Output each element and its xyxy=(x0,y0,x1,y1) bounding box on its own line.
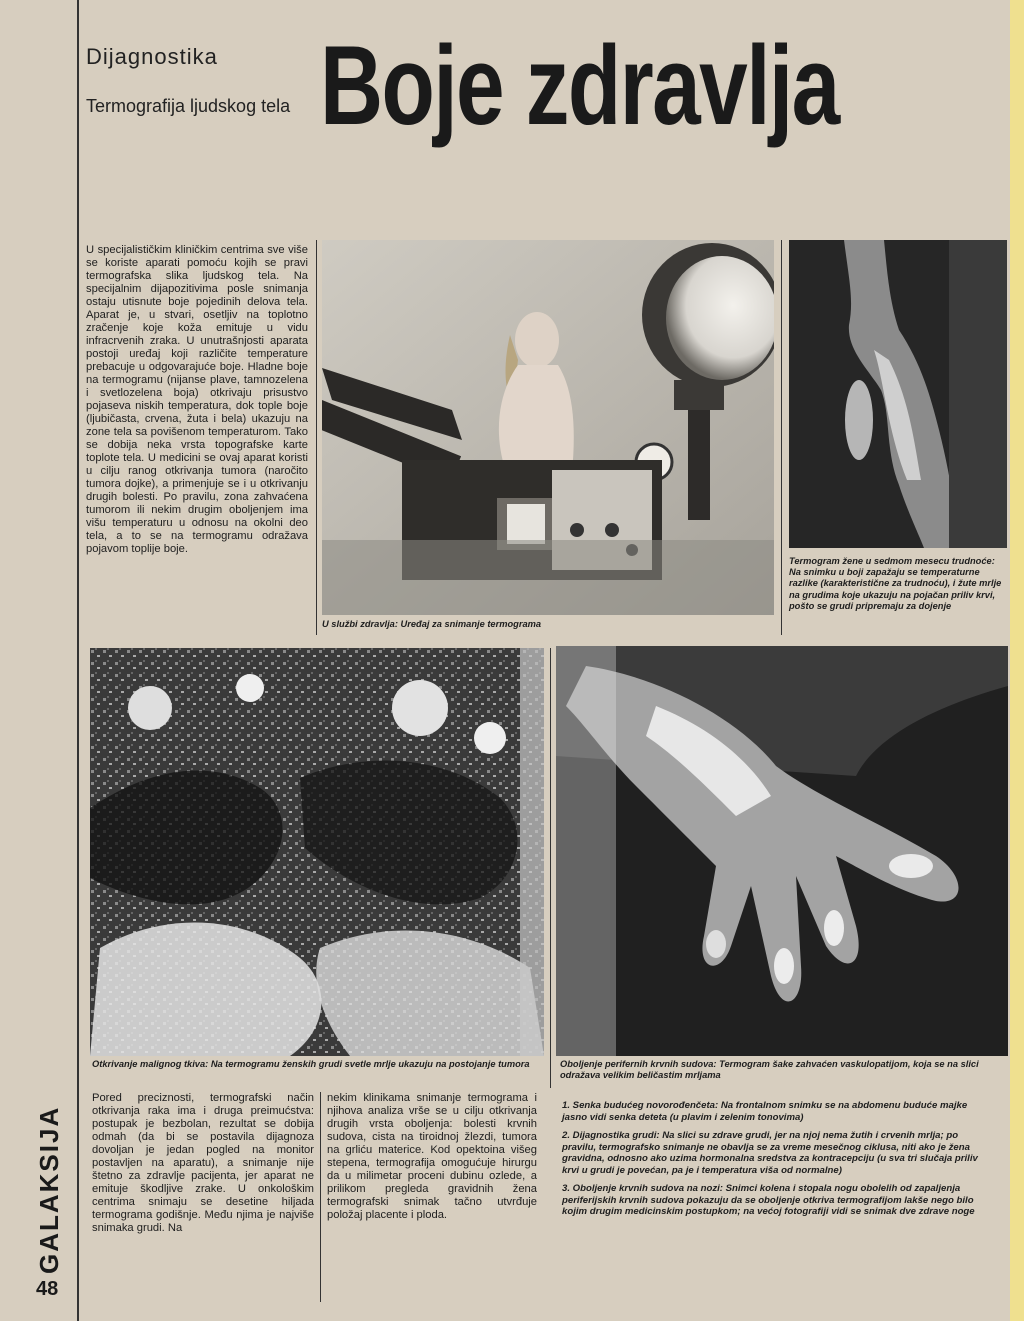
column-rule-2 xyxy=(781,240,782,635)
page-edge xyxy=(1010,0,1024,1321)
note-1: 1. Senka budućeg novorođenčeta: Na frontalnom snimku se na abdomenu buduće majke jasno vidi senka deteta (u plavim i zelenim tonovima) xyxy=(562,1100,968,1123)
pregnancy-caption: Termogram žene u sedmom mesecu trudnoće: Na snimku u boji zapažaju se temperaturne razlike (karakteristične za trudnoću), i žute mrlje na grudima koje ukazuju na pojačan priliv krvi, pošto se grudi pripremaju za dojenje xyxy=(789,556,1002,611)
column-rule xyxy=(316,240,317,635)
hand-caption: Oboljenje perifernih krvnih sudova: Termogram šake zahvaćen vaskulopatijom, koja se na slici odražava velikim beličastim mrljama xyxy=(560,1059,979,1081)
numbered-notes xyxy=(562,1100,986,1225)
body-column-1: Pored preciznosti, termografski način otkrivanja raka ima i druga preimućstva: postupak je bezbolan, rezultat se dobija odmah (da bi se postavila dijagnoza dovoljan je jedan pogled na monitor postavljen na aparatu), a snimanje nije štetno za zdravlje pacijenta, jer aparat ne emituje škodljive zrake. U onkološkim centrima snimaju se desetine hiljada termograma godišnje. Među njima je najviše snimaka grudi. Na xyxy=(92,1092,314,1234)
pregnancy-thermogram-illustration xyxy=(789,240,1007,548)
body-column-2: nekim klinikama snimanje termograma i njihova analiza vrše se u cilju otkrivanja drugih vrsta oboljenja: bolesti krvnih sudova, cista na tiroidnoj žlezdi, tumora na grliću materice. Kod opektoina višeg stepena, termografija omogućuje hirurgu da u milimetar proceni dubinu ozlede, a prilikom pregleda gravidnih žena termografski snimak tačno utvrđuje položaj placente i ploda. xyxy=(327,1092,537,1221)
column-rule-3 xyxy=(550,648,551,1088)
hand-thermogram xyxy=(556,646,1008,1056)
pregnancy-thermogram xyxy=(789,240,1007,548)
tumor-thermogram xyxy=(90,648,544,1056)
device-caption: U službi zdravlja: Uređaj za snimanje termograma xyxy=(322,619,542,629)
note-3: 3. Oboljenje krvnih sudova na nozi: Snimci kolena i stopala nogu obolelih od zapaljenja periferijskih krvnih sudova pokazuju da se oboljenje otkriva termografijom lakše nego bilo kojim drugim medicinskim postupkom; na većoj fotografiji vidi se snimak dve zdrave noge xyxy=(562,1183,975,1217)
left-rule xyxy=(77,0,79,1321)
section-label: Dijagnostika xyxy=(86,44,218,69)
device-photo xyxy=(322,240,774,615)
intro-text: U specijalističkim kliničkim centrima sve više se koriste aparati pomoću kojih se pravi termografska slika ljudskog tela. Na specijalnim dijapozitivima posle snimanja ostaju utisnute boje pojedinih delova tela. Aparat je, u stvari, osetljiv na toplotno zračenje koje koža emituje u vidu infracrvenih zraka. U unutrašnjosti aparata postoji uređaj koji različite temperature prebacuje u odgovarajuće boje. Hladne boje na termogramu (nijanse plave, tamnozelena i svetlozelena boja) otkrivaju prisustvo pojaseva niskih temperatura, dok tople boje (ljubičasta, crvena, žuta i bela) ukazuju na zone tela sa povišenom temperaturom. Tako se dobija neka vrsta topografske karte toplote tela. U medicini se ovaj aparat koristi u cilju ranog otkrivanja tumora (naročito tumora dojke), a primenjuje se i u otkrivanju drugih bolesti. Po pravilu, zona zahvaćena tumorom ili nekim drugim oboljenjem ima višu temperaturu u odnosu na okolni deo tela, a to se na termogramu odražava pojavom toplije boje. xyxy=(86,244,308,555)
tumor-caption: Otkrivanje malignog tkiva: Na termogramu ženskih grudi svetle mrlje ukazuju na postojanje tumora xyxy=(92,1059,530,1069)
tumor-thermogram-illustration xyxy=(90,648,544,1056)
hand-thermogram-illustration xyxy=(556,646,1008,1056)
device-photo-illustration xyxy=(322,240,774,615)
article-title: Boje zdravlja xyxy=(320,23,839,148)
column-rule-4 xyxy=(320,1092,321,1302)
magazine-logo-text: GALAKSIJA xyxy=(34,1105,64,1274)
article-subtitle: Termografija ljudskog tela xyxy=(86,96,291,116)
note-2: 2. Dijagnostika grudi: Na slici su zdrave grudi, jer na njoj nema žutih i crvenih mrlja; po pravilu, termografsko snimanje ne obavlja se za vreme mesečnog ciklusa, niti ako je žena gravidna, odnosno ako uzima hormonalna sredstva za kontracepciju (u sva tri slučaja priliv krvi u grudi je povećan, pa je i temperatura viša od normalne) xyxy=(562,1130,978,1176)
magazine-logo xyxy=(34,1105,68,1274)
page-number: 48 xyxy=(36,1278,59,1300)
